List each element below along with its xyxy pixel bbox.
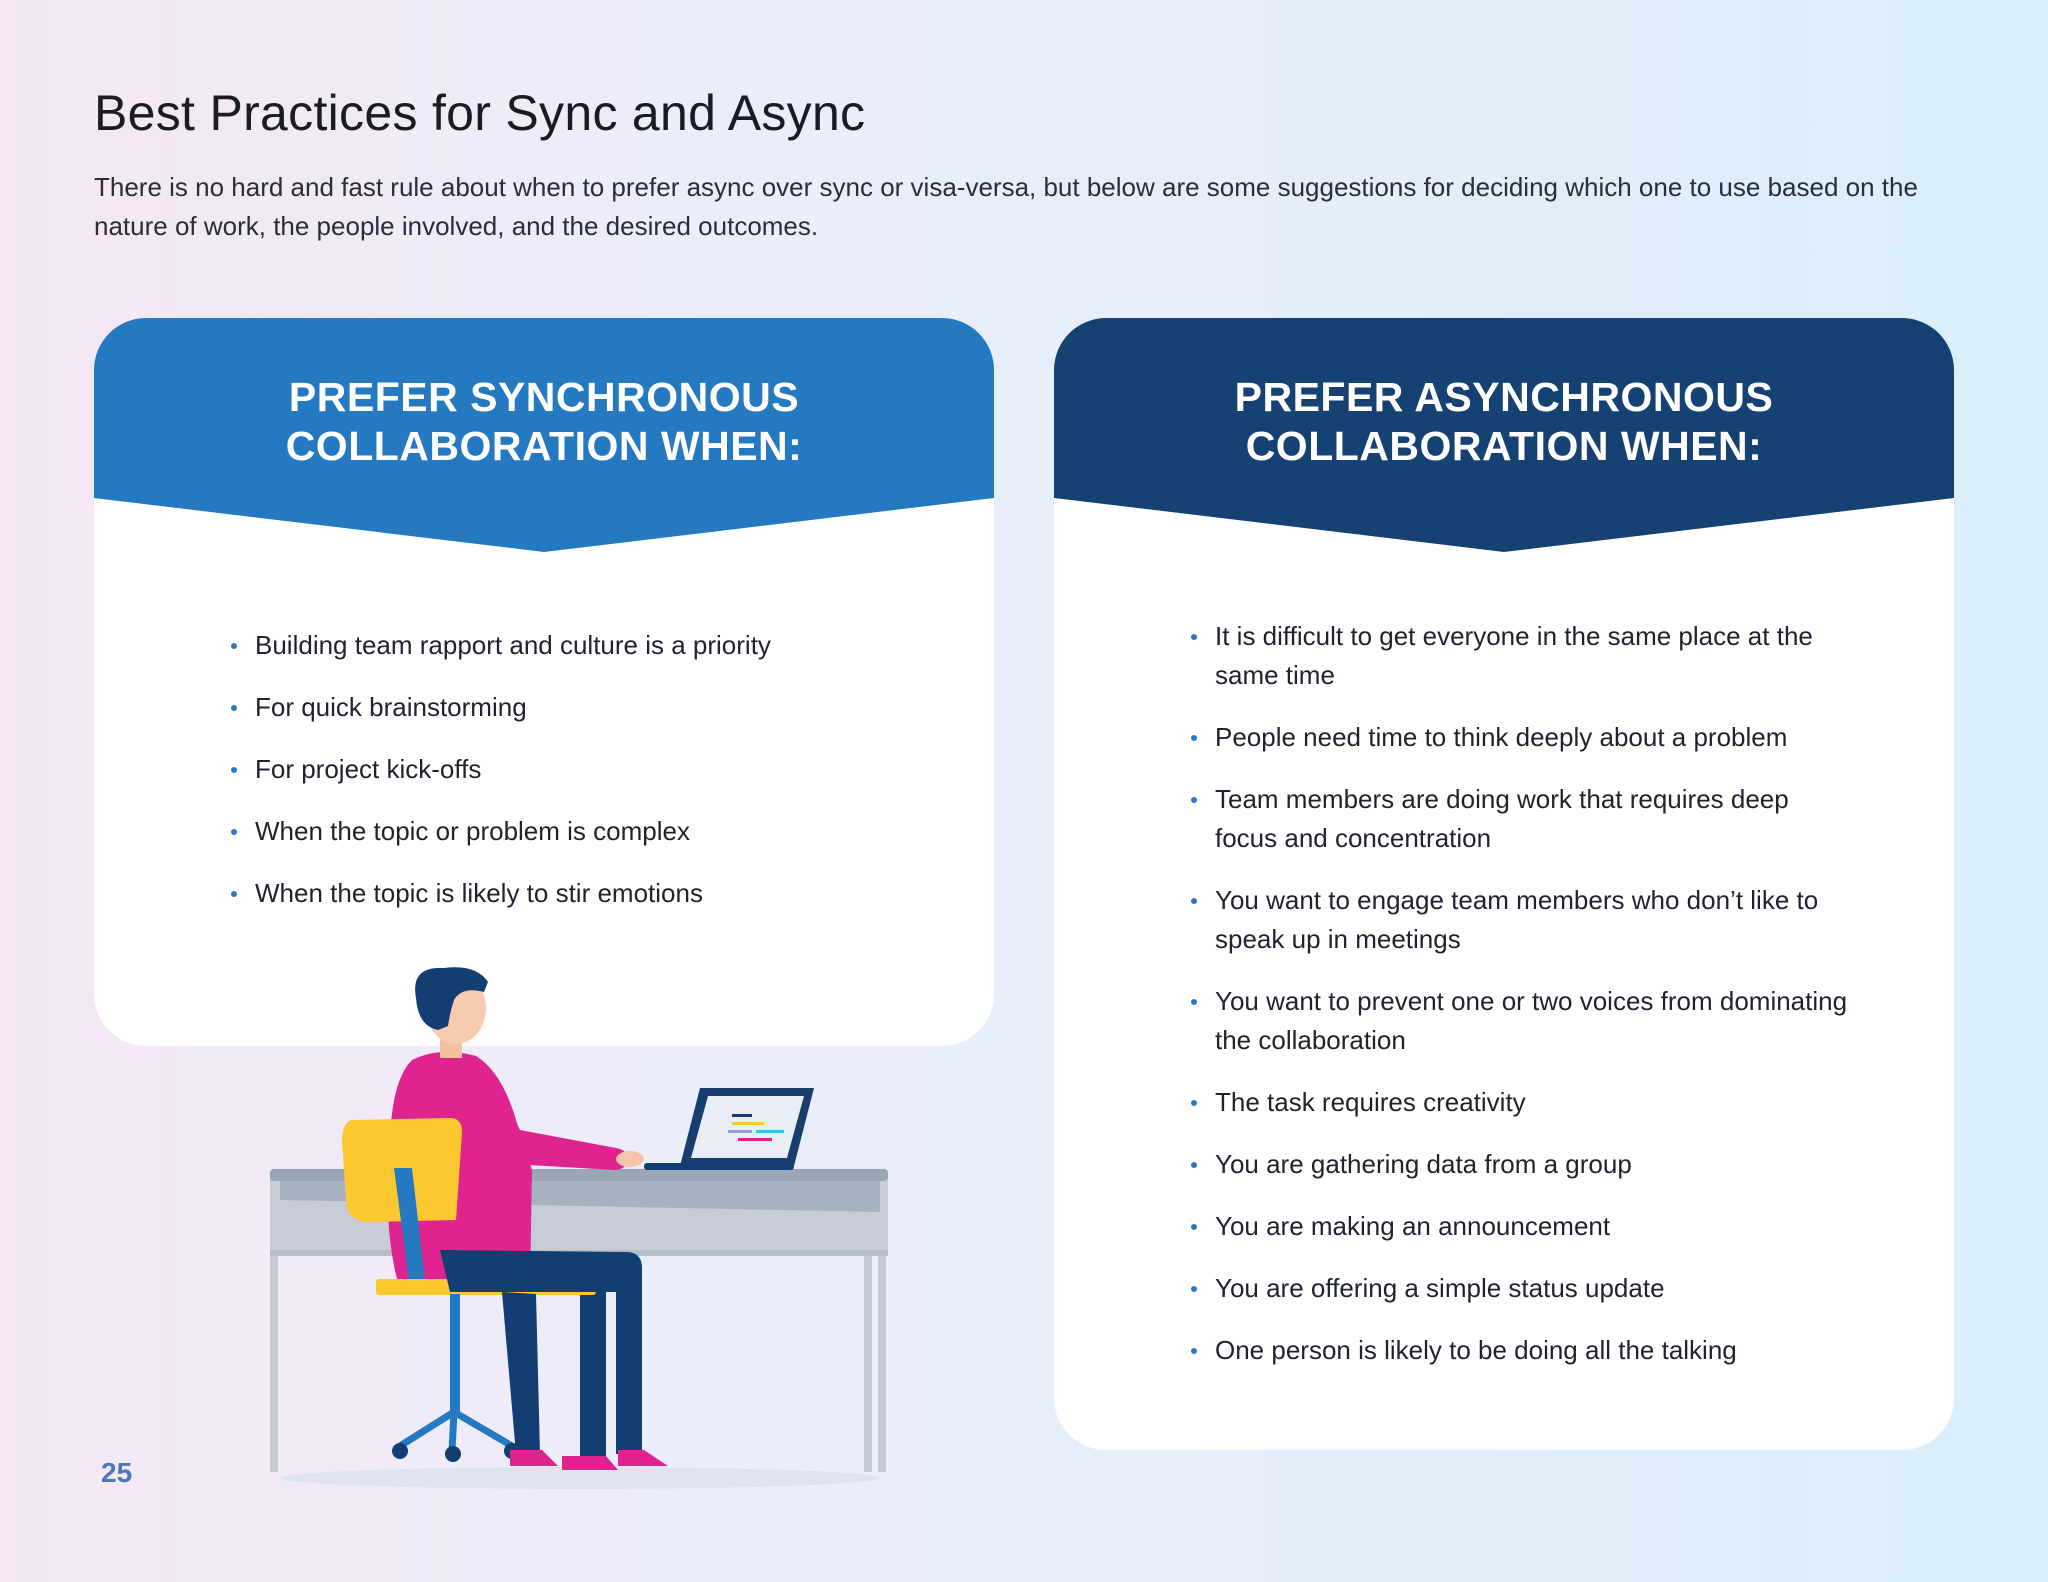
page-number: 25 [101, 1457, 133, 1488]
bullet-icon [1191, 1348, 1197, 1354]
list-item: You are gathering data from a group [1191, 1145, 1851, 1184]
sync-card-heading [94, 373, 994, 471]
floor-shadow [280, 1467, 880, 1489]
async-list [1191, 617, 1851, 1393]
list-item: For project kick-offs [231, 750, 931, 789]
list-item: You want to prevent one or two voices from dominating the collaboration [1191, 982, 1851, 1060]
list-item: It is difficult to get everyone in the same place at the same time [1191, 617, 1851, 695]
list-item: Team members are doing work that requires deep focus and concentration [1191, 780, 1851, 858]
list-item: For quick brainstorming [231, 688, 931, 727]
intro-paragraph: There is no hard and fast rule about when to prefer async over sync or visa-versa, but below are some suggestions for deciding which one to use based on the nature of work, the people involved, and the desired outcomes. [94, 172, 1918, 241]
async-card-header [1054, 318, 1954, 554]
bullet-icon [1191, 797, 1197, 803]
bullet-icon [231, 705, 237, 711]
list-item: You are offering a simple status update [1191, 1269, 1851, 1308]
bullet-icon [231, 643, 237, 649]
sync-heading-line2: COLLABORATION WHEN: [285, 423, 803, 469]
list-item: When the topic or problem is complex [231, 812, 931, 851]
sync-card-header [94, 318, 994, 554]
async-heading-line1: PREFER ASYNCHRONOUS [1234, 374, 1774, 420]
laptop-icon [644, 1088, 814, 1170]
bullet-icon [231, 767, 237, 773]
list-item: You are making an announcement [1191, 1207, 1851, 1246]
bullet-icon [1191, 1286, 1197, 1292]
list-item: Building team rapport and culture is a priority [231, 626, 931, 665]
sync-list [231, 626, 931, 936]
async-heading-line2: COLLABORATION WHEN: [1245, 423, 1763, 469]
list-item: You want to engage team members who don’t like to speak up in meetings [1191, 881, 1851, 959]
bullet-icon [231, 891, 237, 897]
bullet-icon [1191, 735, 1197, 741]
bullet-icon [1191, 898, 1197, 904]
person-at-desk-illustration [240, 960, 920, 1500]
async-card-heading [1054, 373, 1954, 471]
list-item: People need time to think deeply about a problem [1191, 718, 1851, 757]
bullet-icon [231, 829, 237, 835]
bullet-icon [1191, 999, 1197, 1005]
list-item: One person is likely to be doing all the talking [1191, 1331, 1851, 1370]
sync-heading-line1: PREFER SYNCHRONOUS [288, 374, 800, 420]
bullet-icon [1191, 1224, 1197, 1230]
list-item: The task requires creativity [1191, 1083, 1851, 1122]
bullet-icon [1191, 1162, 1197, 1168]
page-title: Best Practices for Sync and Async [94, 85, 866, 141]
bullet-icon [1191, 634, 1197, 640]
list-item: When the topic is likely to stir emotions [231, 874, 931, 913]
bullet-icon [1191, 1100, 1197, 1106]
